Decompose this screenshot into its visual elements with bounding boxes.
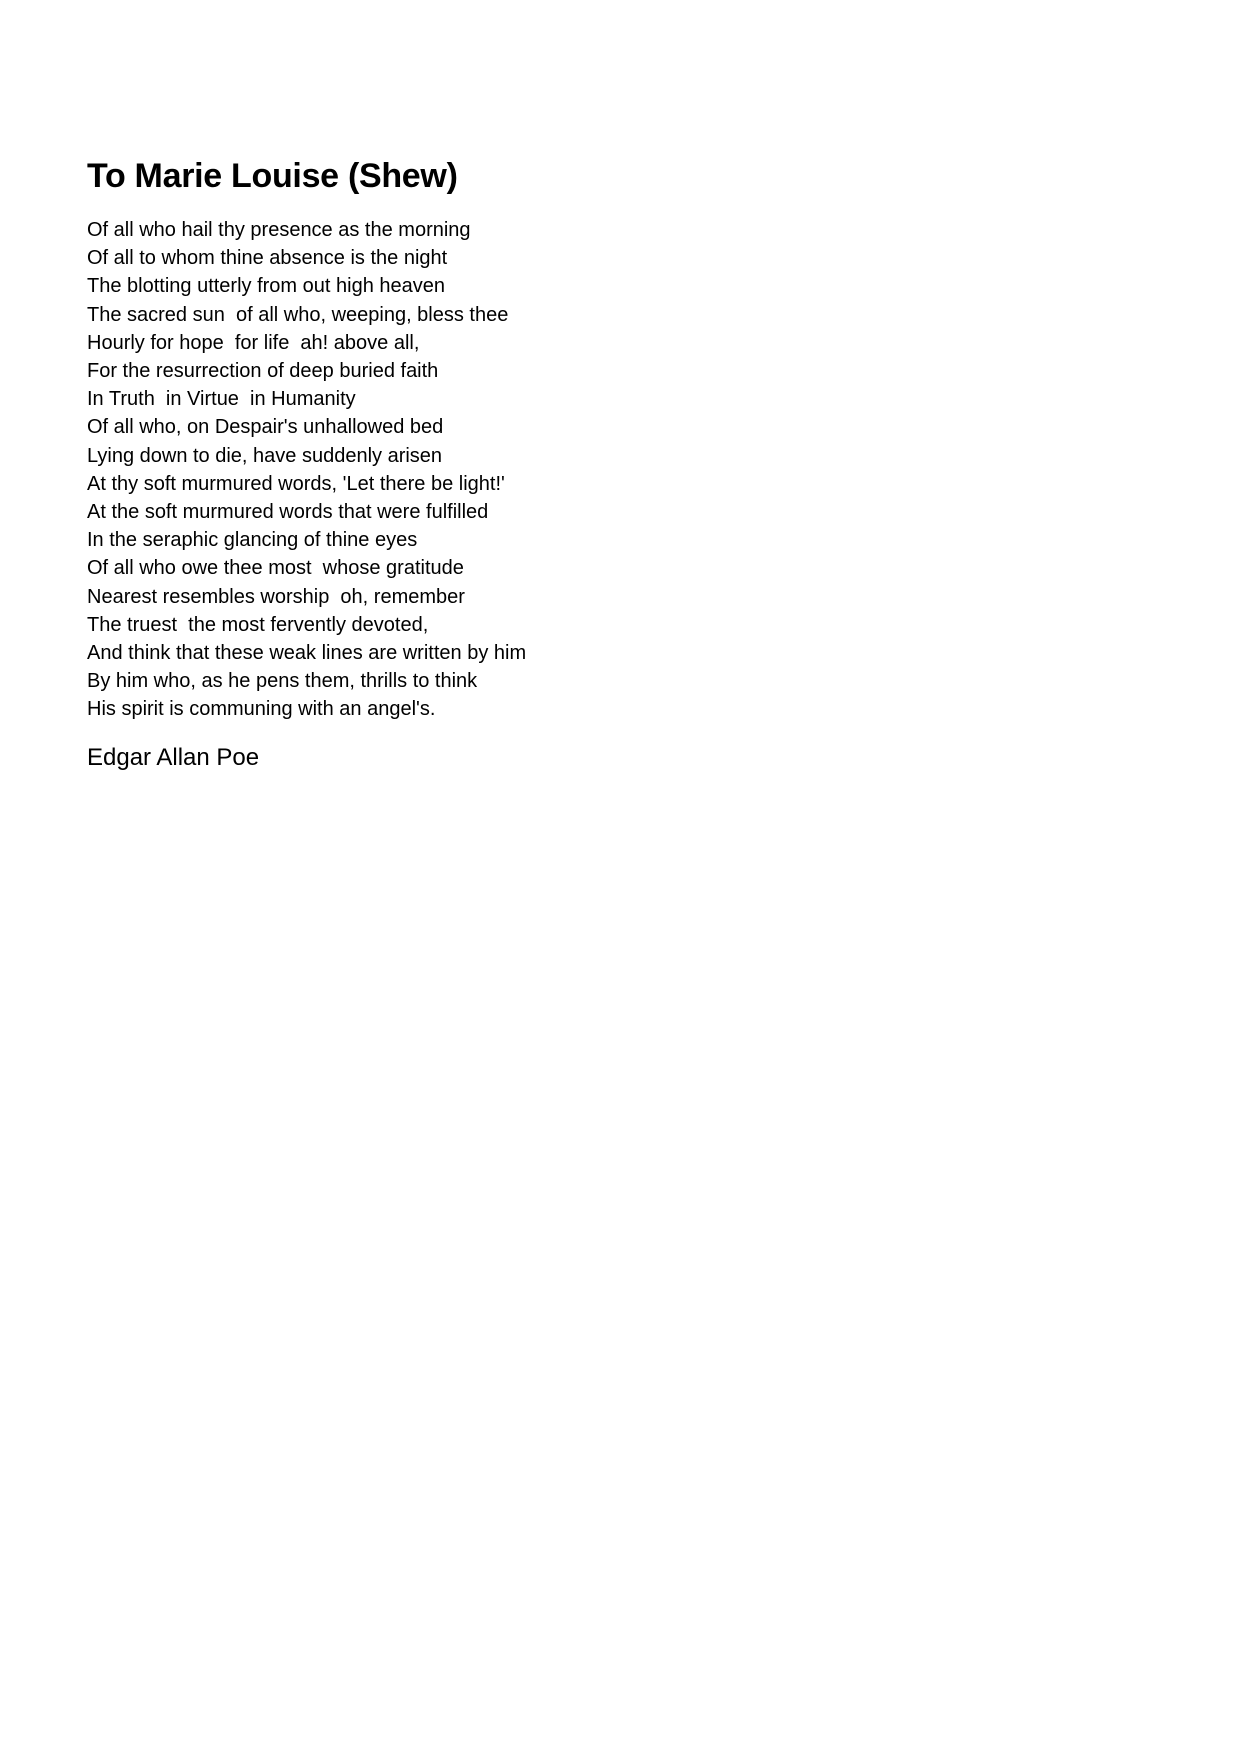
poem-line: At the soft murmured words that were fulfilled <box>87 501 489 524</box>
poem-line: Of all to whom thine absence is the night <box>87 247 448 270</box>
poem-content <box>87 152 987 774</box>
poem-line: His spirit is communing with an angel's. <box>87 698 436 721</box>
poem-line: Of all who owe thee most whose gratitude <box>87 557 464 580</box>
poem-line: At thy soft murmured words, 'Let there be light!' <box>87 472 505 495</box>
poem-author: Edgar Allan Poe <box>87 743 260 771</box>
poem-body <box>87 216 987 724</box>
poem-line: Hourly for hope for life ah! above all, <box>87 331 420 354</box>
poem-line: The truest the most fervently devoted, <box>87 613 429 636</box>
poem-title: To Marie Louise (Shew) <box>87 157 458 195</box>
poem-line: Of all who, on Despair's unhallowed bed <box>87 416 444 439</box>
poem-line: For the resurrection of deep buried faith <box>87 360 439 383</box>
poem-line: The blotting utterly from out high heaven <box>87 275 445 298</box>
poem-line: The sacred sun of all who, weeping, bless thee <box>87 303 509 326</box>
poem-line: Of all who hail thy presence as the morning <box>87 219 471 241</box>
poem-line: And think that these weak lines are written by him <box>87 642 527 665</box>
poem-line: In Truth in Virtue in Humanity <box>87 388 356 411</box>
poem-line: By him who, as he pens them, thrills to think <box>87 670 478 693</box>
poem-line: Lying down to die, have suddenly arisen <box>87 444 443 467</box>
poem-line: Nearest resembles worship oh, remember <box>87 585 465 608</box>
poem-line: In the seraphic glancing of thine eyes <box>87 529 418 552</box>
